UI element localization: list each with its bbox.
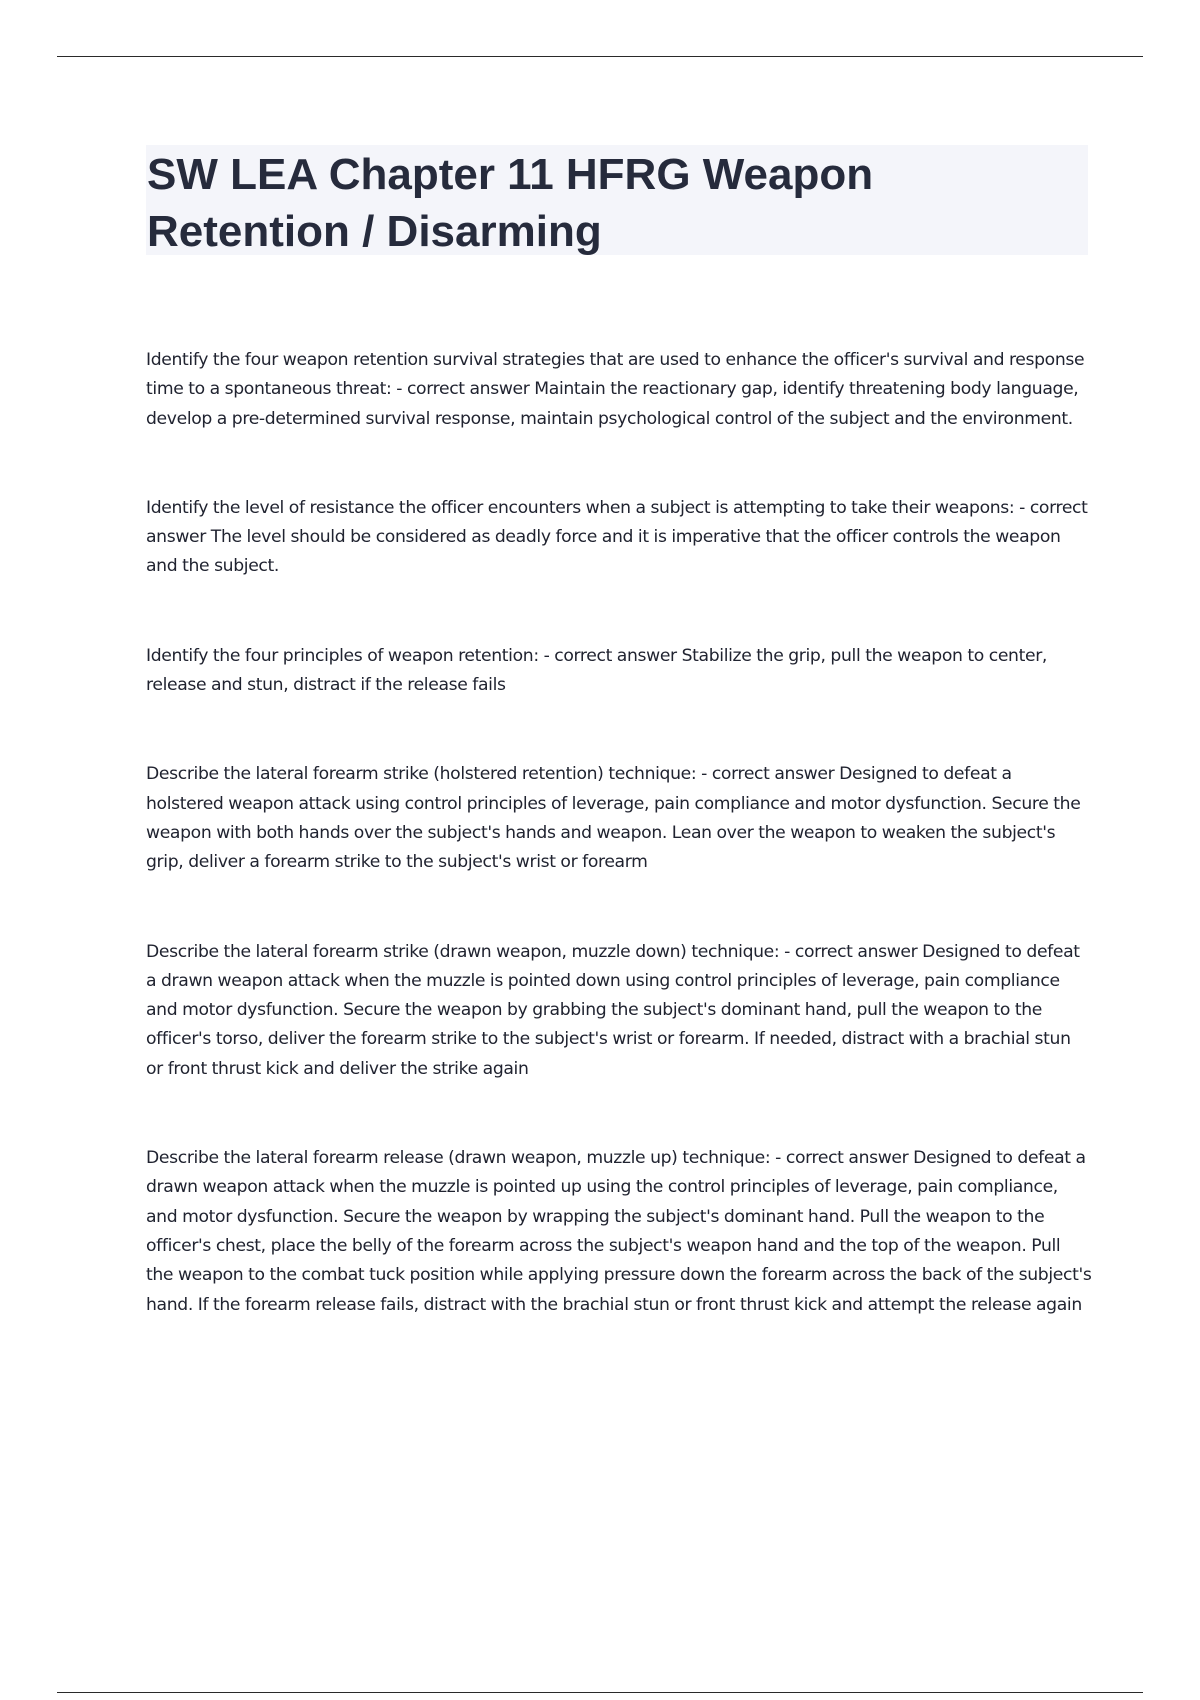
question-text: Identify the four principles of weapon retention: — [146, 645, 539, 666]
answer-text: correct answer The level should be considered as deadly force and it is imperative that the officer controls the weapon and the subject. — [146, 497, 1088, 577]
qa-item — [146, 760, 1092, 877]
question-text: Identify the four weapon retention survival strategies that are used to enhance the officer's survival and response time to a spontaneous threat: — [146, 350, 1085, 400]
qa-list — [146, 346, 1092, 1380]
separator: - — [391, 379, 407, 400]
question-text: Describe the lateral forearm release (drawn weapon, muzzle up) technique: — [146, 1148, 771, 1169]
separator: - — [770, 1148, 786, 1169]
answer-text: correct answer Designed to defeat a drawn weapon attack when the muzzle is pointed up using the control principles of leverage, pain compliance, and motor dysfunction. Secure the weapon by wrapping the subject's dominant hand. Pull the weapon to the officer's chest, place the belly of the forearm across the subject's weapon hand and the top of the weapon. Pull the weapon to the combat tuck position while applying pressure down the forearm across the back of the subject's hand. If the forearm release fails, distract with the brachial stun or front thrust kick and attempt the release again — [146, 1148, 1092, 1315]
separator: - — [779, 941, 795, 962]
answer-text: correct answer Maintain the reactionary gap, identify threatening body language, develop a pre-determined survival response, maintain psychological control of the subject and the environment. — [146, 379, 1079, 429]
top-rule — [57, 56, 1143, 57]
separator: - — [1014, 497, 1030, 518]
qa-item — [146, 346, 1092, 434]
separator: - — [696, 764, 712, 785]
qa-item — [146, 642, 1092, 701]
answer-text: correct answer Designed to defeat a holstered weapon attack using control principles of leverage, pain compliance and motor dysfunction. Secure the weapon with both hands over the subject's hands and weapon. Lean over the weapon to weaken the subject's grip, deliver a forearm strike to the subject's wrist or forearm — [146, 764, 1081, 873]
question-text: Describe the lateral forearm strike (drawn weapon, muzzle down) technique: — [146, 941, 780, 962]
qa-item — [146, 494, 1092, 582]
answer-text: correct answer Stabilize the grip, pull the weapon to center, release and stun, distract if the release fails — [146, 645, 1048, 696]
page-title: SW LEA Chapter 11 HFRG Weapon Retention / Disarming — [147, 150, 874, 256]
bottom-rule — [57, 1692, 1143, 1693]
question-text: Identify the level of resistance the officer encounters when a subject is attempting to take their weapons: — [146, 497, 1015, 518]
separator: - — [538, 645, 555, 666]
qa-item — [146, 938, 1092, 1084]
answer-text: correct answer Designed to defeat a drawn weapon attack when the muzzle is pointed down using control principles of leverage, pain compliance and motor dysfunction. Secure the weapon by grabbing the subject's dominant hand, pull the weapon to the officer's torso, deliver the forearm strike to the subject's wrist or forearm. If needed, distract with a brachial stun or front thrust kick and deliver the strike again — [146, 941, 1080, 1079]
qa-item — [146, 1144, 1092, 1320]
question-text: Describe the lateral forearm strike (holstered retention) technique: — [146, 764, 697, 785]
